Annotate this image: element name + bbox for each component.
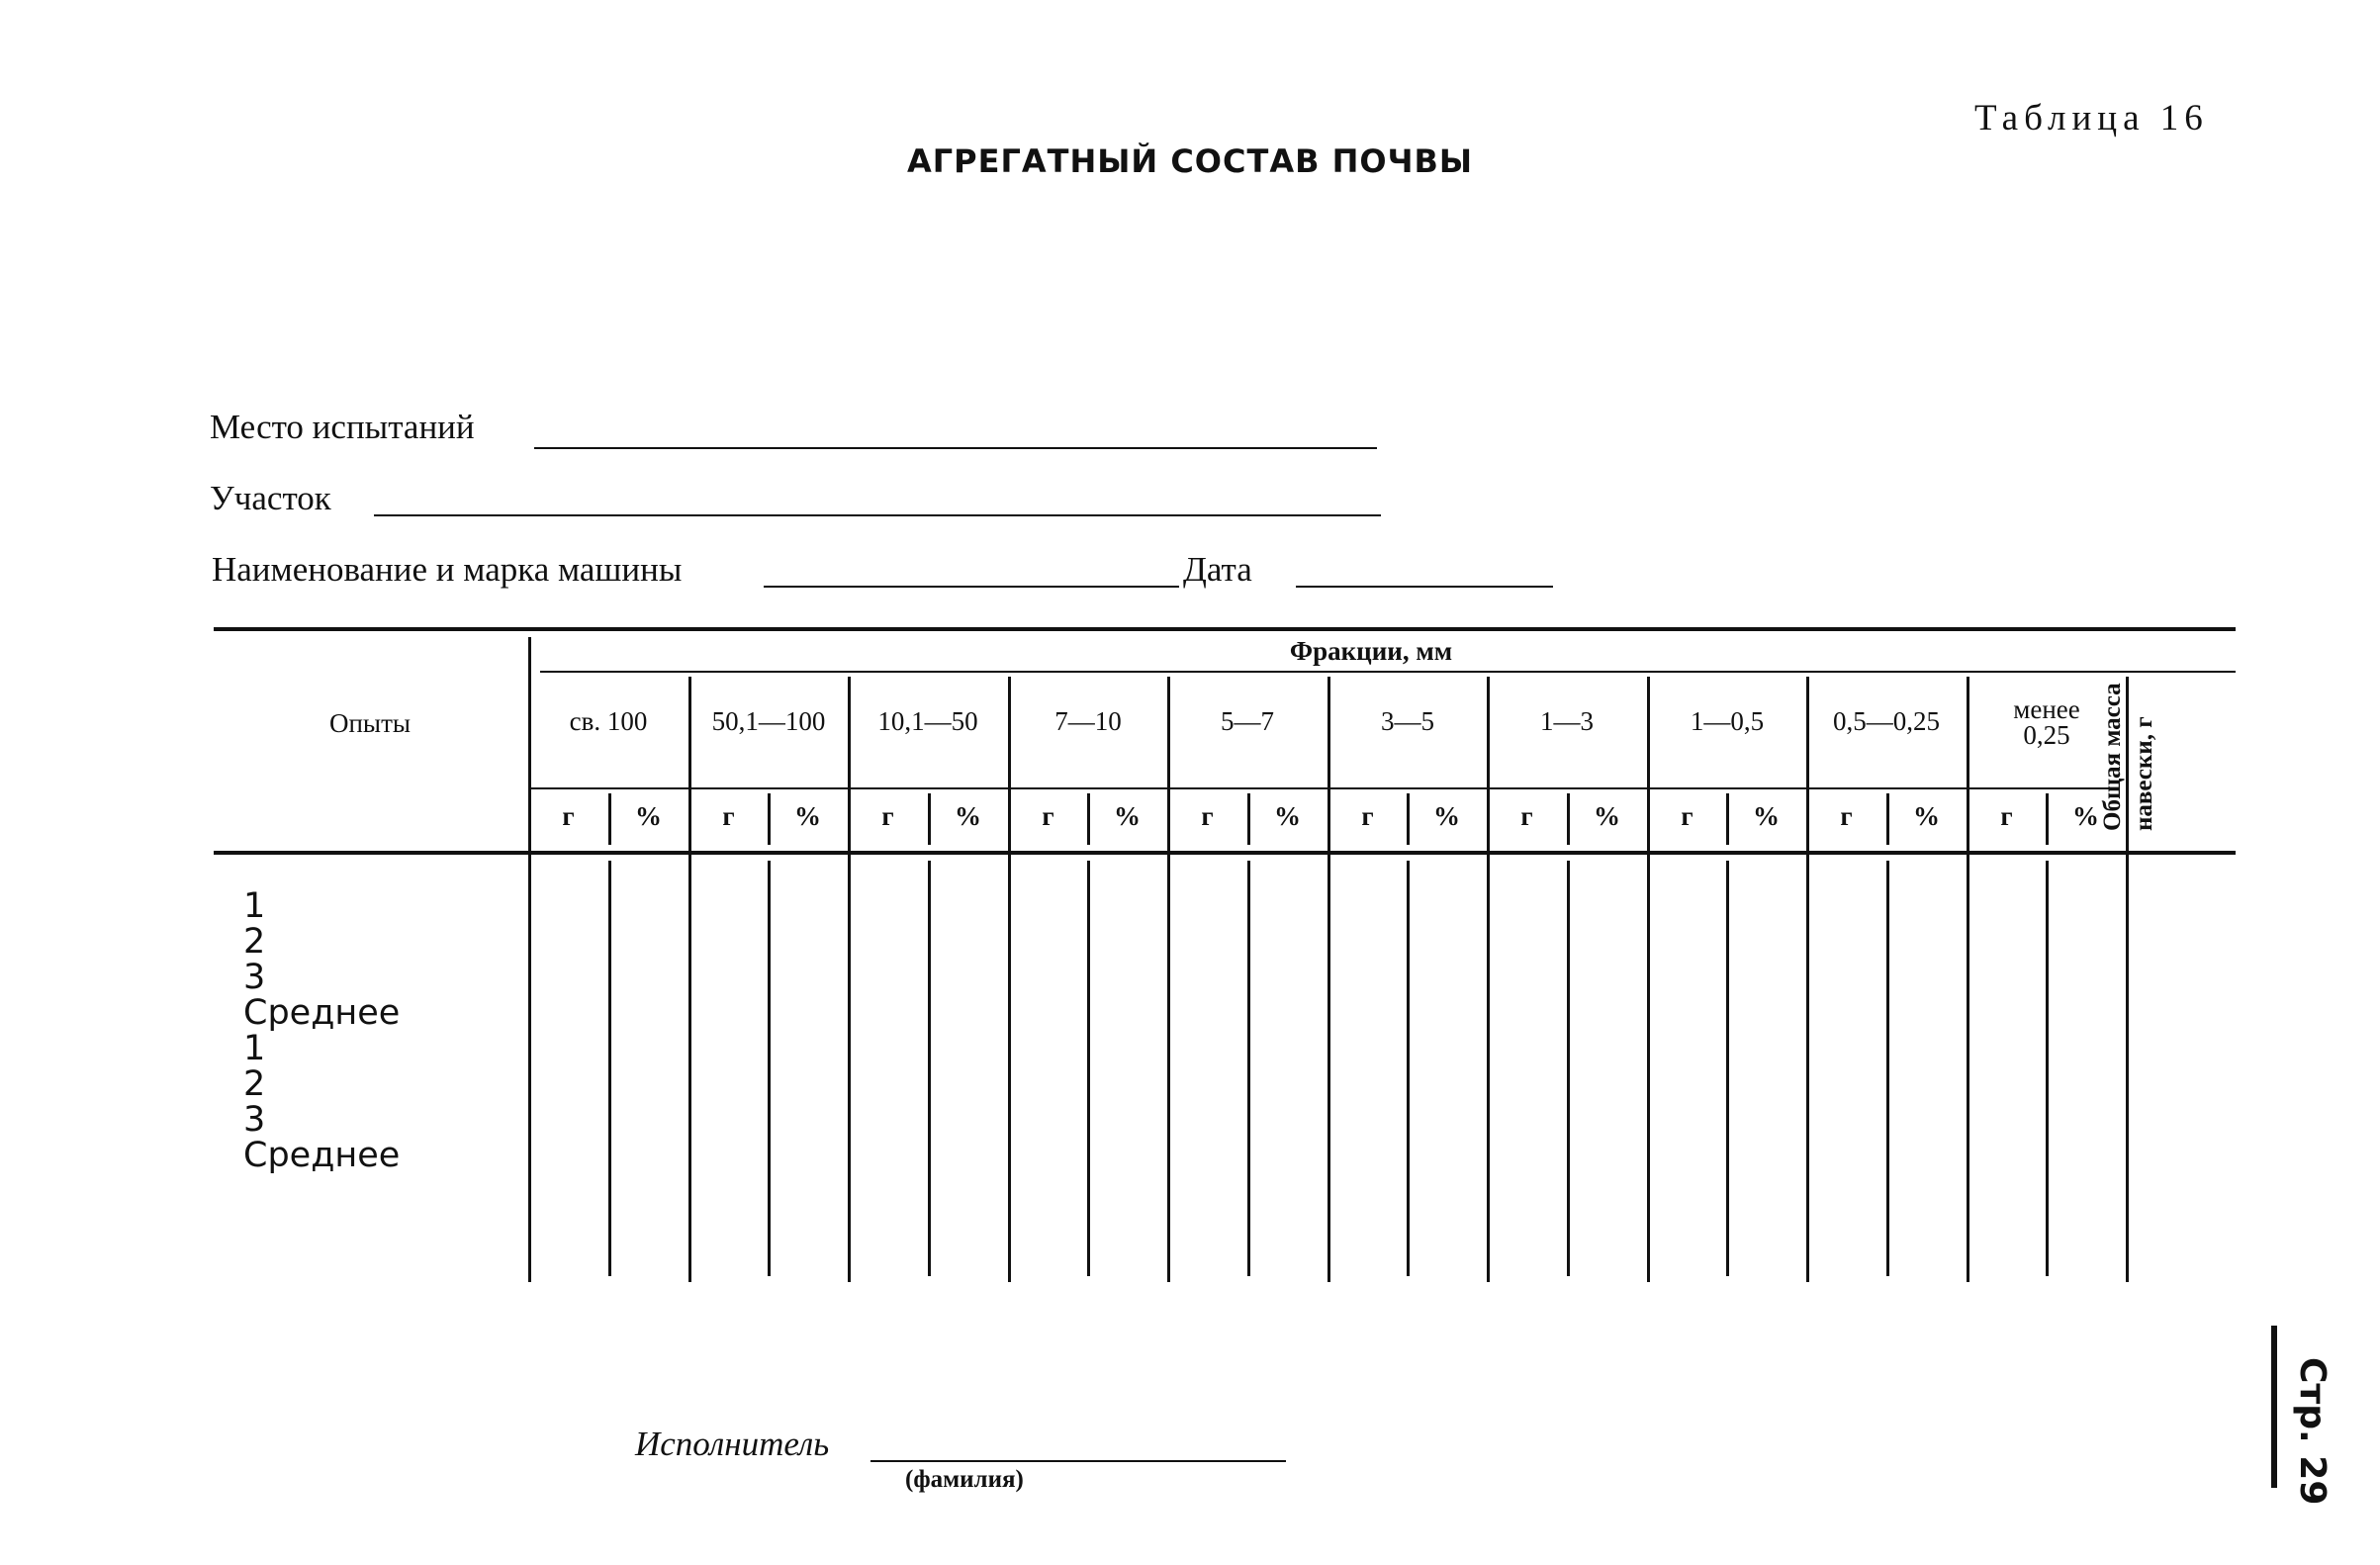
unit-grams: г bbox=[722, 801, 735, 831]
unit-percent: % bbox=[1433, 801, 1460, 831]
fraction-header: 7—10 bbox=[1054, 706, 1122, 736]
page-title: АГРЕГАТНЫЙ СОСТАВ ПОЧВЫ bbox=[907, 142, 1473, 180]
fraction-header: св. 100 bbox=[569, 706, 648, 736]
unit-col-rule bbox=[1726, 861, 1729, 1276]
fractions-rule bbox=[540, 671, 2236, 673]
table-number: Таблица 16 bbox=[1974, 98, 2209, 138]
unit-percent: % bbox=[2072, 801, 2099, 831]
unit-percent: % bbox=[1913, 801, 1940, 831]
page-ref-rule bbox=[2271, 1326, 2277, 1488]
test-place-label: Место испытаний bbox=[210, 408, 475, 446]
plot-line[interactable] bbox=[374, 514, 1381, 516]
fraction-header: 1—0,5 bbox=[1690, 706, 1765, 736]
fraction-header: 50,1—100 bbox=[711, 706, 826, 736]
fraction-header: менее 0,25 bbox=[2013, 694, 2080, 750]
table-row-label: 3 bbox=[243, 958, 266, 997]
unit-grams: г bbox=[1361, 801, 1374, 831]
machine-label: Наименование и марка машины bbox=[212, 550, 683, 589]
unit-grams: г bbox=[1840, 801, 1853, 831]
unit-col-rule bbox=[1087, 861, 1090, 1276]
executor-label: Исполнитель bbox=[635, 1425, 830, 1463]
fraction-header: 10,1—50 bbox=[877, 706, 978, 736]
unit-col-rule bbox=[2046, 861, 2049, 1276]
table-row-label: Среднее bbox=[243, 993, 401, 1033]
unit-col-rule bbox=[1407, 861, 1410, 1276]
plot-label: Участок bbox=[210, 479, 331, 517]
table-row-label: 1 bbox=[243, 886, 266, 926]
table-row-label: Среднее bbox=[243, 1136, 401, 1175]
table-row-label: 2 bbox=[243, 922, 266, 962]
unit-percent: % bbox=[794, 801, 821, 831]
fraction-col-rule bbox=[1327, 677, 1330, 1282]
unit-percent: % bbox=[635, 801, 662, 831]
date-line[interactable] bbox=[1296, 586, 1553, 588]
fraction-col-rule bbox=[1167, 677, 1170, 1282]
date-label: Дата bbox=[1183, 550, 1252, 589]
executor-line[interactable] bbox=[870, 1460, 1286, 1462]
unit-percent: % bbox=[1753, 801, 1780, 831]
fraction-col-rule bbox=[1008, 677, 1011, 1282]
unit-grams: г bbox=[1042, 801, 1054, 831]
unit-grams: г bbox=[1681, 801, 1693, 831]
unit-grams: г bbox=[881, 801, 894, 831]
fraction-col-rule bbox=[848, 677, 851, 1282]
surname-caption: (фамилия) bbox=[905, 1466, 1024, 1493]
header-bottom-rule bbox=[214, 851, 2236, 855]
test-place-line[interactable] bbox=[534, 447, 1377, 449]
machine-line[interactable] bbox=[764, 586, 1179, 588]
fraction-header: 0,5—0,25 bbox=[1833, 706, 1940, 736]
table-row-label: 1 bbox=[243, 1029, 266, 1068]
unit-col-rule bbox=[1567, 861, 1570, 1276]
unit-grams: г bbox=[2000, 801, 2013, 831]
unit-col-rule bbox=[1247, 861, 1250, 1276]
fraction-header: 5—7 bbox=[1221, 706, 1274, 736]
unit-percent: % bbox=[1594, 801, 1620, 831]
table-row-label: 2 bbox=[243, 1064, 266, 1104]
experiments-header: Опыты bbox=[328, 708, 412, 738]
total-mass-header-text: Общая масса навески, г bbox=[2099, 683, 2157, 831]
units-rule bbox=[528, 787, 2117, 789]
unit-grams: г bbox=[1201, 801, 1214, 831]
unit-percent: % bbox=[1114, 801, 1141, 831]
fraction-col-rule bbox=[1487, 677, 1490, 1282]
fractions-header: Фракции, мм bbox=[1289, 636, 1453, 666]
unit-col-rule bbox=[768, 861, 771, 1276]
fraction-col-rule bbox=[1647, 677, 1650, 1282]
unit-col-rule bbox=[608, 861, 611, 1276]
unit-grams: г bbox=[562, 801, 575, 831]
unit-col-rule bbox=[1886, 861, 1889, 1276]
table-top-rule bbox=[214, 627, 2236, 631]
unit-col-rule bbox=[928, 861, 931, 1276]
unit-percent: % bbox=[1274, 801, 1301, 831]
fraction-col-rule bbox=[1967, 677, 1969, 1282]
fraction-col-rule bbox=[688, 677, 691, 1282]
fraction-col-rule bbox=[1806, 677, 1809, 1282]
unit-grams: г bbox=[1520, 801, 1533, 831]
unit-percent: % bbox=[955, 801, 981, 831]
fraction-header: 3—5 bbox=[1381, 706, 1434, 736]
page-ref-text: Стр. 29 bbox=[2292, 1357, 2333, 1506]
fraction-header: 1—3 bbox=[1540, 706, 1594, 736]
table-row-label: 3 bbox=[243, 1100, 266, 1140]
